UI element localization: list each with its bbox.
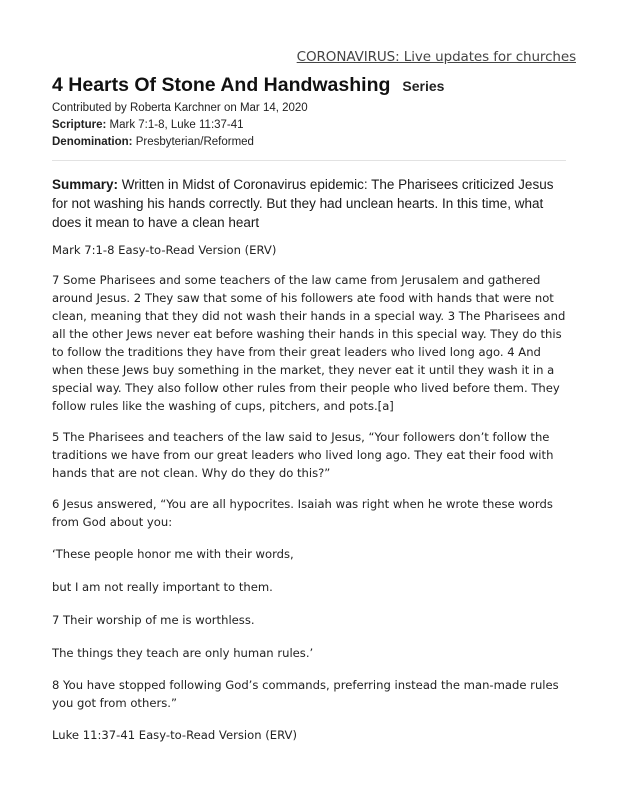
body-paragraph: ‘These people honor me with their words, (52, 547, 294, 561)
summary-text: Written in Midst of Coronavirus epidemic: The Pharisees criticized Jesus for not washing his hands correctly. But they had unclean hearts. In this time, what does it mean to have a clean heart (52, 177, 554, 230)
title-row (52, 74, 566, 97)
divider (52, 160, 566, 161)
sermon-meta (52, 100, 566, 151)
denomination-label: Denomination: (52, 136, 133, 148)
denomination-line (52, 134, 566, 151)
scripture-value[interactable]: Mark 7:1-8, Luke 11:37-41 (106, 119, 244, 131)
body-paragraph: 7 Some Pharisees and some teachers of the law came from Jerusalem and gathered around Jesus. 2 They saw that some of his followers ate food with hands that were not clean, meaning that they did not wash their hands in a special way. 3 The Pharisees and all the other Jews never eat before washing their hands in this special way. They do this to follow the traditions they have from their great leaders who lived long ago. 4 And when these Jews buy something in the market, they never eat it until they wash it in a special way. They also follow other rules from their people who lived before them. They follow rules like the washing of cups, pitchers, and pots.[a] (52, 273, 566, 413)
series-link[interactable]: Series (402, 78, 445, 94)
passage-heading-mark: Mark 7:1-8 Easy-to-Read Version (ERV) (52, 243, 277, 257)
body-paragraph: 5 The Pharisees and teachers of the law said to Jesus, “Your followers don’t follow the traditions we have from our great leaders who lived long ago. They eat their food with hands that are not clean. Why do they do this?” (52, 430, 554, 480)
denomination-value[interactable]: Presbyterian/Reformed (132, 136, 254, 148)
summary (52, 175, 566, 232)
coronavirus-updates-link[interactable]: CORONAVIRUS: Live updates for churches (296, 49, 576, 65)
contributed-by: Contributed by Roberta Karchner on Mar 14, 2020 (52, 102, 308, 114)
scripture-label: Scripture: (52, 119, 107, 131)
body-paragraph: The things they teach are only human rules.’ (52, 646, 314, 660)
passage-heading-luke: Luke 11:37-41 Easy-to-Read Version (ERV) (52, 728, 297, 742)
body-paragraph: 8 You have stopped following God’s commands, preferring instead the man-made rules you got from others.” (52, 678, 559, 710)
scripture-line (52, 117, 566, 134)
body-paragraph: but I am not really important to them. (52, 580, 273, 594)
body-paragraph: 7 Their worship of me is worthless. (52, 613, 255, 627)
sermon-article (52, 74, 566, 744)
summary-label: Summary: (52, 177, 119, 192)
body-paragraph: 6 Jesus answered, “You are all hypocrites. Isaiah was right when he wrote these words from God about you: (52, 497, 553, 529)
page-title: 4 Hearts Of Stone And Handwashing (52, 74, 391, 96)
